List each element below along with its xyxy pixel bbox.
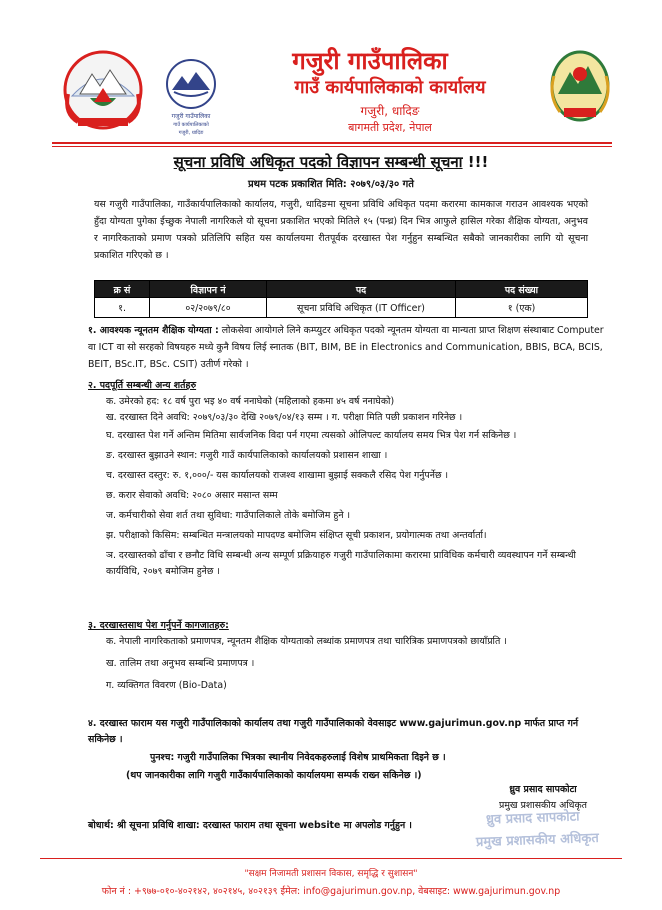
col-header-ad-no: विज्ञापन नं (150, 281, 267, 298)
section-conditions (88, 378, 608, 580)
gajuri-seal-logo (548, 46, 612, 130)
list-item: ङ. दरखास्त बुझाउने स्थान: गजुरी गाउँ कार्यपालिकाको कार्यालयको प्रशासन शाखा । (106, 450, 388, 461)
section3-heading: ३. दरखास्तसाथ पेश गर्नुपर्ने कागजातहरु: (88, 620, 229, 631)
notice-title (0, 152, 662, 172)
table-header-row (95, 281, 588, 298)
footer-contact: फोन नं : +९७७-०१०-४०२१४२, ४०२१४५, ४०२१३९ ईमेल: info@gajurimun.gov.np, वेबसाइट: www.gajurimun.gov.np (101, 886, 561, 897)
col-header-post: पद (267, 281, 456, 298)
svg-text:गाउँ कार्यपालिकाको: गाउँ कार्यपालिकाको (173, 122, 209, 128)
org-title: गजुरी गाउँपालिका (292, 47, 448, 75)
section2-heading: २. पदपूर्ति सम्बन्धी अन्य शर्तहरु (88, 380, 197, 391)
list-item: छ. करार सेवाको अवधि: २०८० असार मसान्त सम्म (106, 490, 278, 501)
header-divider-thin (52, 146, 612, 147)
list-item: झ. परीक्षाको किसिम: सम्बन्धित मन्त्रालयको मापदण्ड बमोजिम संक्षिप्त सूची प्रकाशन, प्रयोगात्मक तथा अन्तर्वार्ता। (106, 530, 487, 541)
notice-title-suffix: !!! (467, 153, 489, 171)
stamp-name: ध्रुव प्रसाद सापकोटा (485, 809, 580, 828)
signatory-name: ध्रुव प्रसाद सापकोटा (509, 784, 577, 795)
table-row (95, 298, 588, 318)
notice-title-text: सूचना प्रविधि अधिकृत पदको विज्ञापन सम्बन्धी सूचना (173, 153, 463, 171)
cell-ad-no: ०२/२०७९/८० (150, 298, 267, 318)
office-name: गाउँ कार्यपालिकाको कार्यालय (294, 77, 486, 98)
footer-divider (40, 858, 622, 859)
section-form: ४. दरखास्त फाराम यस गजुरी गाउँपालिकाको कार्यालय तथा गजुरी गाउँपालिकाको वेवसाइट www.gajurimun.gov.np मार्फत प्राप्त गर्न सकिनेछ । (88, 718, 579, 745)
svg-text:गजुरी गाउँपालिका: गजुरी गाउँपालिका (171, 113, 211, 120)
cell-post: सूचना प्रविधि अधिकृत (IT Officer) (267, 298, 456, 318)
list-item: घ. दरखास्त पेश गर्ने अन्तिम मितिमा सार्वजनिक विदा पर्न गएमा त्यसको ओलिपल्ट कार्यालय समय भित्र पेश गर्न सकिनेछ । (106, 430, 517, 441)
list-item: ज. कर्मचारीको सेवा शर्त तथा सुविधा: गाउँपालिकाले तोके बमोजिम हुने । (106, 510, 351, 521)
publish-date: प्रथम पटक प्रकाशित मिति: २०७९/०३/३० गते (247, 179, 414, 190)
postscript-line-2: (थप जानकारीका लागि गजुरी गाउँकार्यपालिकाको कार्यालयमा सम्पर्क राख्न सकिनेछ ।) (126, 770, 422, 781)
signatory-designation: प्रमुख प्रशासकीय अधिकृत (498, 800, 587, 811)
header-divider (52, 142, 612, 144)
vacancy-table (94, 280, 588, 318)
office-address: गजुरी, धादिङ (360, 104, 420, 118)
cell-post-count: १ (एक) (456, 298, 588, 318)
col-header-sn: क्र सं (95, 281, 150, 298)
cell-sn: १. (95, 298, 150, 318)
col-header-post-count: पद संख्या (456, 281, 588, 298)
stamp-designation: प्रमुख प्रशासकीय अधिकृत (475, 830, 600, 851)
section-documents (88, 618, 608, 694)
list-item: ग. व्यक्तिगत विवरण (Bio-Data) (106, 680, 227, 691)
province-name: बागमती प्रदेश, नेपाल (348, 121, 432, 134)
nepal-emblem-logo (60, 44, 146, 134)
postscript-line-1: पुनश्च: गजुरी गाउँपालिका भित्रका स्थानीय निवेदकहरुलाई विशेष प्राथमिकता दिइने छ । (150, 752, 446, 763)
footer-motto: "सक्षम निजामती प्रशासन विकास, समृद्धि र सुशासन" (244, 869, 418, 879)
list-item: ख. तालिम तथा अनुभव सम्बन्धि प्रमाणपत्र । (106, 658, 255, 669)
list-item: क. उमेरको हद: १८ वर्ष पुरा भइ ४० वर्ष ननाघेको (महिलाको हकमा ४५ वर्ष ननाघेको) (106, 396, 395, 407)
intro-paragraph: यस गजुरी गाउँपालिका, गाउँकार्यपालिकाको कार्यालय, गजुरी, धादिङमा सूचना प्रविधि अधिकृत पदमा करारमा कामकाज गराउन आवश्यक भएको हुँदा योग्यता पुगेका ईच्छुक नेपाली नागरिकले यो सूचना प्रकाशित भएको मितिले १५ (पन्ध्र) दिन भित्र आफुले हासिल गरेका शैक्षिक योग्यता, अनुभव र नागरिकताको प्रमाण पत्रको प्रतिलिपि सहित यस कार्यालयमा रीतपूर्वक दरखास्त पेश गर्नुहुन सम्बन्धित सबैको जानकारीका लागि यो सूचना प्रकाशित गरिएको छ । (94, 199, 588, 261)
list-item: क. नेपाली नागरिकताको प्रमाणपत्र, न्यूनतम शैक्षिक योग्यताको लब्धांक प्रमाणपत्र तथा चारित्रिक प्रमाणपत्रको छायाँप्रति । (106, 636, 507, 647)
section-qualification (88, 322, 608, 373)
section1-heading: १. आवश्यक न्यूनतम शैक्षिक योग्यता : (88, 325, 219, 336)
list-item: ञ. दरखास्तको ढाँचा र छनौट विधि सम्बन्धी अन्य सम्पूर्ण प्रक्रियाहरु गजुरी गाउँपालिकामा करारमा प्राविधिक कर्मचारी व्यवस्थापन गर्ने सम्बन्धी कार्यविधि, २०७९ बमोजिम हुनेछ । (106, 550, 576, 577)
bodhartha-line: बोधार्थ: श्री सूचना प्रविधि शाखा: दरखास्त फाराम तथा सूचना website मा अपलोड गर्नुहुन । (88, 820, 412, 831)
list-item: च. दरखास्त दस्तुर: रु. १,०००/- यस कार्यालयको राजश्व शाखामा बुझाई सक्कलै रसिद पेश गर्नुपर्नेछ । (106, 470, 449, 481)
section1-text: लोकसेवा आयोगले लिने कम्प्युटर अधिकृत पदको न्यूनतम योग्यता वा मान्यता प्राप्त शिक्षण संस्थाबाट Computer वा ICT वा सो सरहको विषयहरु मध्ये कुनै विषय लिई स्नातक (BIT, BIM, BE in Electronics and Communication, BBIS, BCA, BCIS, BEIT, BSc.IT, BSc. CSIT) उतीर्ण गरेको । (88, 325, 604, 370)
list-item: ख. दरखास्त दिने अवधि: २०७९/०३/३० देखि २०७९/०४/१३ सम्म । ग. परीक्षा मिति पछी प्रकाशन गरिनेछ । (106, 412, 463, 423)
svg-text:गजुरी, धादिङ: गजुरी, धादिङ (178, 130, 204, 136)
letterhead (200, 46, 540, 136)
